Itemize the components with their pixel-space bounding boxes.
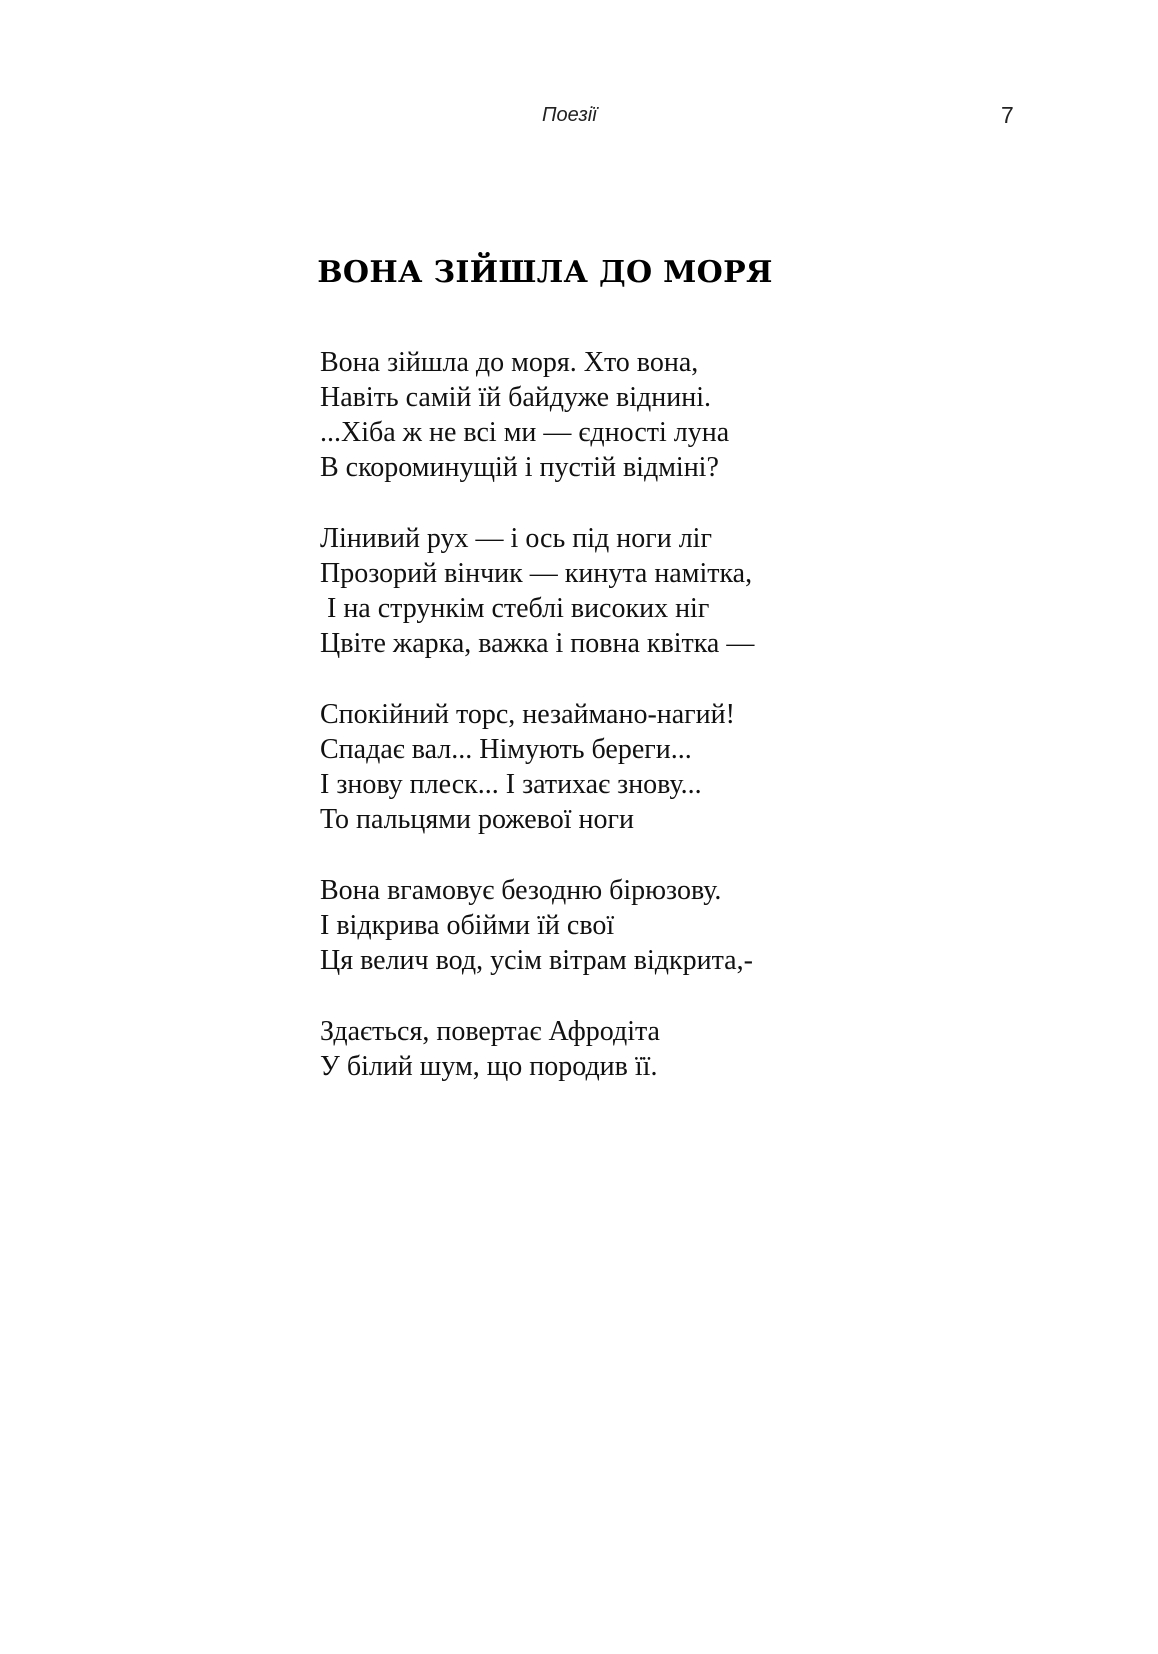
verse-line: У білий шум, що породив її. xyxy=(320,1051,658,1082)
stanza-1 xyxy=(320,345,754,485)
poem-body xyxy=(320,345,754,1120)
verse-line: Навіть самій їй байдуже віднині. xyxy=(320,382,712,413)
poem-title: ВОНА ЗІЙШЛА ДО МОРЯ xyxy=(317,255,773,290)
verse-line: Здається, повертає Афродіта xyxy=(320,1016,660,1047)
page-number: 7 xyxy=(1001,102,1014,128)
verse-line: Ця велич вод, усім вітрам відкрита,- xyxy=(320,945,753,976)
verse-line: Прозорий вінчик — кинута намітка, xyxy=(320,558,753,589)
running-title: Поезії xyxy=(542,104,597,126)
running-header xyxy=(0,104,1158,134)
stanza-5 xyxy=(320,1014,754,1084)
verse-line: В скороминущій і пустій відміні? xyxy=(320,452,719,483)
verse-line: Вона зійшла до моря. Хто вона, xyxy=(320,347,699,378)
verse-line: Спадає вал... Німують береги... xyxy=(320,734,692,765)
verse-line: Вона вгамовує безодню бірюзову. xyxy=(320,875,722,906)
verse-line: Цвіте жарка, важка і повна квітка — xyxy=(320,628,755,659)
verse-line: Спокійний торс, незаймано-нагий! xyxy=(320,699,735,730)
verse-line: Лінивий рух — і ось під ноги ліг xyxy=(320,523,712,554)
verse-line: І знову плеск... І затихає знову... xyxy=(320,769,702,800)
verse-line: То пальцями рожевої ноги xyxy=(320,804,634,835)
stanza-2 xyxy=(320,521,754,661)
stanza-4 xyxy=(320,873,754,978)
verse-line: І відкрива обійми їй свої xyxy=(320,910,615,941)
stanza-3 xyxy=(320,697,754,837)
verse-line: І на стрункім стеблі високих ніг xyxy=(320,593,710,624)
verse-line: ...Хіба ж не всі ми — єдності луна xyxy=(320,417,730,448)
